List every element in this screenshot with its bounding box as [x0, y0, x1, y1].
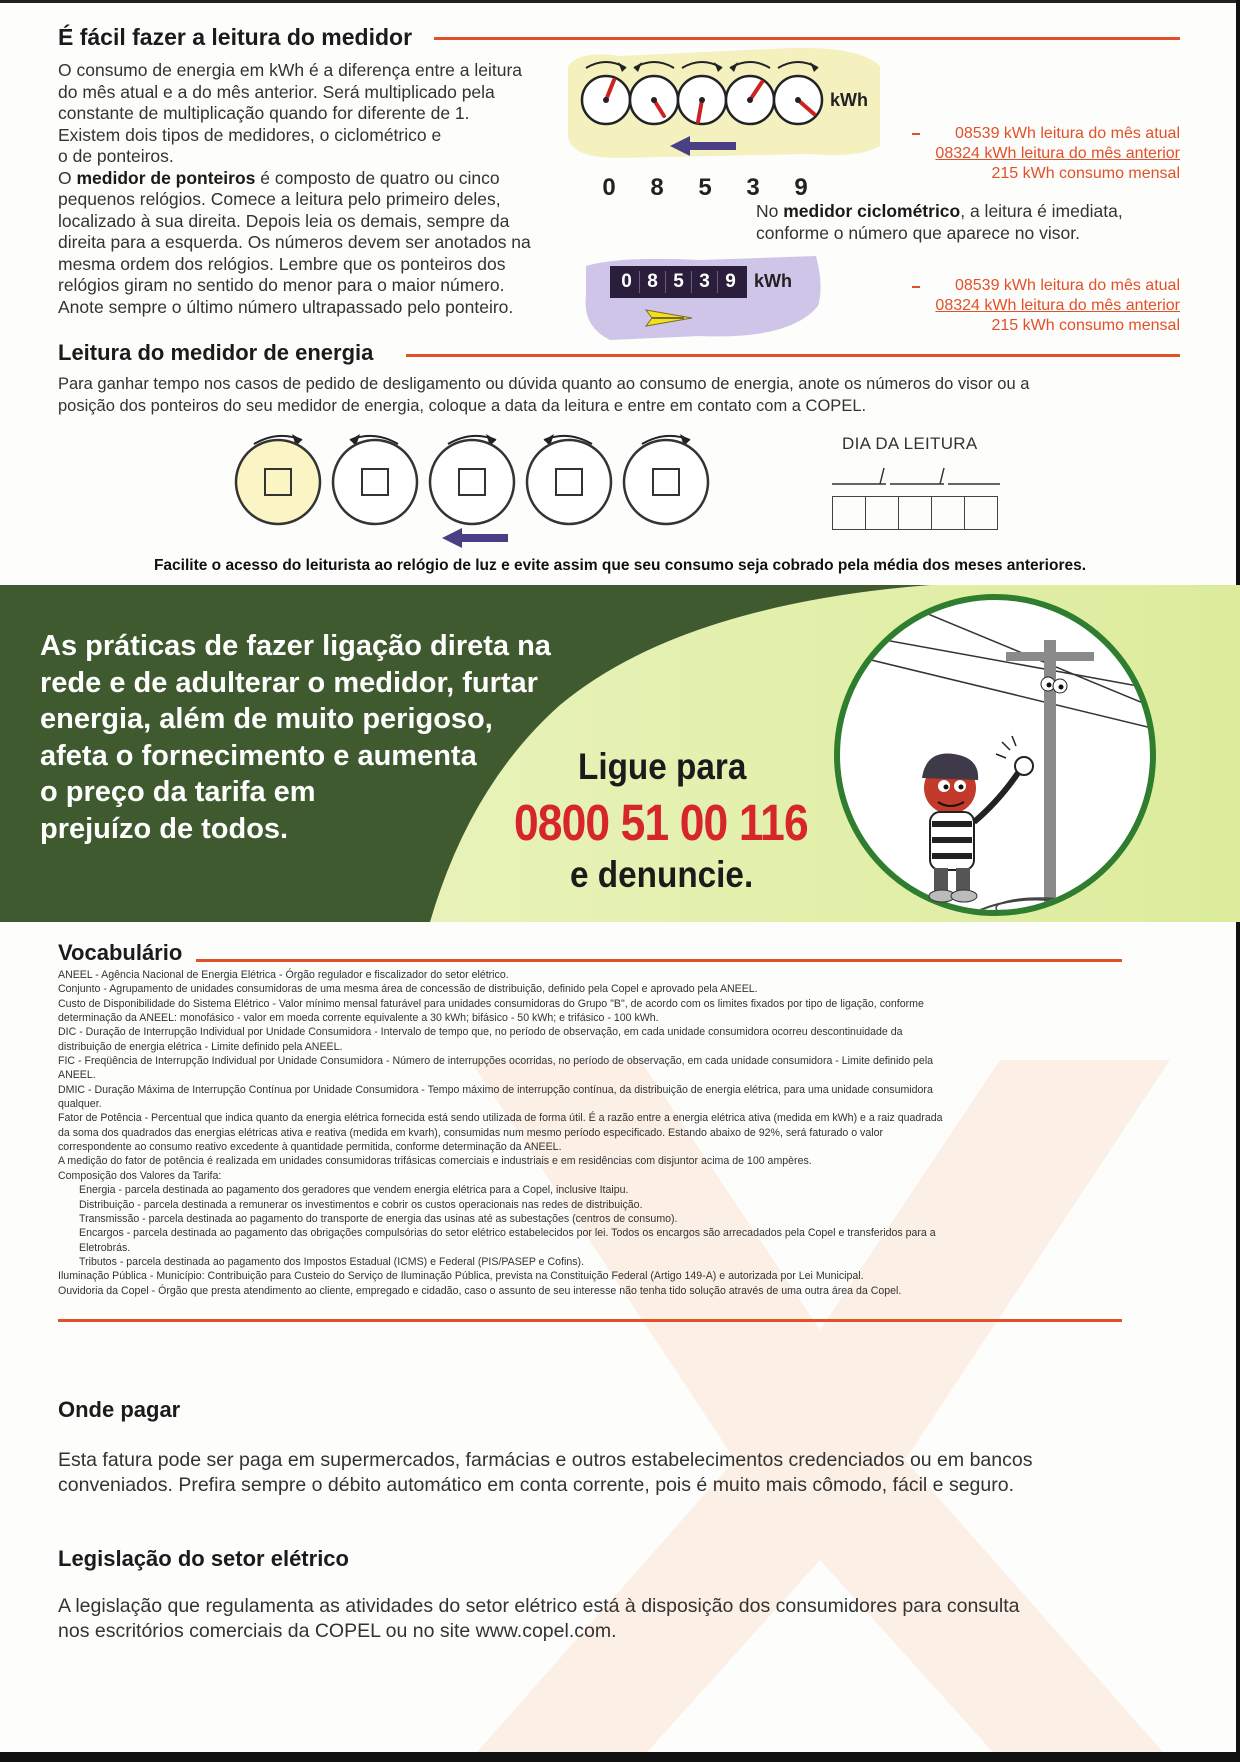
cyclometric-text: No medidor ciclométrico, a leitura é imediata, conforme o número que aparece no visor.: [756, 201, 1123, 243]
where-to-pay-title: Onde pagar: [58, 1397, 181, 1422]
where-to-pay-text: Esta fatura pode ser paga em supermercados, farmácias e outros estabelecimentos credenciados ou em bancos conveniados. Prefira sempre o débito automático em conta corrente, pois é muito mais cômodo, fácil e seguro.: [58, 1449, 1033, 1496]
title-rule: [434, 37, 1180, 40]
vocab-subline: Distribuição - parcela destinada a remunerar os investimentos e cobrir os custos operacionais nas redes de distribuição.: [79, 1198, 643, 1211]
entry-box[interactable]: [965, 497, 997, 529]
vocab-subline: Eletrobrás.: [79, 1241, 131, 1254]
vocabulary-bottom-rule: [58, 1319, 1122, 1322]
dial-digit: 9: [794, 174, 808, 201]
vocabulary-list: [58, 968, 1108, 1298]
cyclo-digit: 3: [692, 271, 718, 293]
vocab-subline: Tributos - parcela destinada ao pagamento dos Impostos Estadual (ICMS) e Federal (PIS/PASEP e Cofins).: [79, 1255, 585, 1268]
entry-box[interactable]: [932, 497, 965, 529]
vocabulary-rule: [196, 959, 1122, 962]
hotline-number[interactable]: 0800 51 00 116: [514, 794, 808, 851]
vocab-line: A medição do fator de potência é realizada em unidades consumidoras trifásicas comerciais e industriais e em residências com disjuntor acima de 100 ampères.: [58, 1155, 812, 1168]
vocab-subline: Transmissão - parcela destinada ao pagamento do transporte de energia das usinas até as subestações (centros de consumo).: [79, 1212, 678, 1225]
reading-date-label: DIA DA LEITURA: [842, 434, 978, 453]
readings-top: 08539 kWh leitura do mês atual 08324 kWh leitura do mês anterior 215 kWh consumo mensal: [935, 125, 1180, 182]
vocab-line: distribuição de energia elétrica - Limite definido pela ANEEL.: [58, 1040, 343, 1053]
vocab-line: Fator de Potência - Percentual que indica quanto da energia elétrica fornecida está sendo utilizada de forma útil. É a razão entre a energia elétrica ativa (medida em kWh) e a raiz quadrada: [58, 1112, 943, 1125]
cyclo-digit: 8: [640, 271, 666, 293]
cyclo-unit-label: kWh: [754, 271, 792, 291]
campaign-message: As práticas de fazer ligação direta na rede e de adulterar o medidor, furtar energia, além de muito perigoso, afeta o fornecimento e aumenta o preço da tarifa em prejuízo de todos.: [40, 630, 551, 845]
vocab-line: da soma dos quadrados das energias elétricas ativa e reativa (medida em kvarh), consumidas num mesmo período especificado. Estando abaixo de 92%, será faturado o valor: [58, 1126, 883, 1139]
minus-sign-bottom: [912, 286, 920, 288]
vocab-line: Ouvidoria da Copel - Órgão que presta atendimento ao cliente, empregado e cidadão, caso o assunto de seu interesse não tenha tido solução através de uma outra área da Copel.: [58, 1284, 902, 1297]
cyclo-digit: 5: [666, 271, 692, 293]
bottom-edge: [0, 1752, 1240, 1762]
vocab-line: qualquer.: [58, 1098, 102, 1111]
vocab-subline: Encargos - parcela destinada ao pagamento das obrigações compulsórias do setor elétrico estabelecidos por lei. Todos os encargos são arrecadados pela Copel e transferidos para a: [79, 1227, 936, 1240]
cyclo-digit: 9: [725, 271, 736, 292]
legislation-text: A legislação que regulamenta as atividades do setor elétrico está à disposição dos consumidores para consulta nos escritórios comerciais da COPEL ou no site www.copel.com.: [58, 1595, 1020, 1642]
top-edge: [0, 0, 1240, 3]
call-label: Ligue para: [578, 746, 747, 787]
entry-box[interactable]: [866, 497, 899, 529]
dial-unit-label: kWh: [830, 90, 868, 110]
entry-box[interactable]: [833, 497, 866, 529]
vocab-line: ANEEL.: [58, 1069, 96, 1082]
vocabulary-title: Vocabulário: [58, 940, 183, 965]
minus-sign-top: [912, 133, 920, 135]
vocab-line: determinação da ANEEL: monofásico - valor em moeda corrente equivalente a 30 kWh; bifásico - 50 kWh; e trifásico - 100 kWh.: [58, 1012, 659, 1025]
dial-digit: 3: [746, 174, 760, 201]
meter-intro-text: O consumo de energia em kWh é a diferença entre a leitura do mês atual e a do mês anterior. Será multiplicado pela constante de multiplicação quando for diferente de 1. Existem dois tipos de medidores, o ciclométrico e o de ponteiros. O medidor de ponteiros é composto de quatro ou cinco pequenos relógios. Comece a leitura pelo primeiro deles, localizado à sua direita. Depois leia os demais, sempre da direita para a esquerda. Os números devem ser anotados na mesma ordem dos relógios. Lembre que os ponteiros dos relógios giram no sentido do menor para o maior número. Anote sempre o último número ultrapassado pelo ponteiro.: [58, 60, 531, 317]
readings-bottom: 08539 kWh leitura do mês atual 08324 kWh leitura do mês anterior 215 kWh consumo mensal: [935, 277, 1180, 334]
cyclometric-display: [610, 266, 747, 298]
meter-reading-title: É fácil fazer a leitura do medidor: [58, 24, 413, 50]
vocab-line: ANEEL - Agência Nacional de Energia Elétrica - Órgão regulador e fiscalizador do setor elétrico.: [58, 969, 509, 981]
blank-dials: [230, 426, 720, 548]
dial-digit: 8: [650, 174, 664, 201]
cyclo-digit: 0: [614, 271, 640, 293]
vocab-line: DMIC - Duração Máxima de Interrupção Contínua por Unidade Consumidora - Tempo máximo de interrupção contínua, da distribuição de energia elétrica, para uma unidade consumidora: [58, 1083, 933, 1096]
vocab-line: Conjunto - Agrupamento de unidades consumidoras de uma mesma área de concessão de distribuição, definido pela Copel e aprovado pela ANEEL.: [58, 983, 758, 996]
dial-digits: [585, 174, 825, 202]
vocab-line: Custo de Disponibilidade do Sistema Elétrico - Valor mínimo mensal faturável para unidades consumidoras do Grupo "B", de acordo com os limites fixados por tipo de ligação, conforme: [58, 997, 924, 1010]
dial-digit: 0: [602, 174, 616, 201]
dial-digit: 5: [698, 174, 712, 201]
access-tip: Facilite o acesso do leiturista ao relógio de luz e evite assim que seu consumo seja cobrado pela média dos meses anteriores.: [153, 557, 1087, 574]
date-slots: [832, 466, 1002, 486]
energy-title-rule: [406, 354, 1180, 357]
energy-meter-text: Para ganhar tempo nos casos de pedido de desligamento ou dúvida quanto ao consumo de energia, anote os números do visor ou a posição dos ponteiros do seu medidor de energia, coloque a data da leitura e entre em contato com a COPEL.: [58, 375, 1030, 415]
reading-entry-boxes[interactable]: [832, 496, 998, 530]
legislation-title: Legislação do setor elétrico: [58, 1546, 349, 1571]
vocab-line: Composição dos Valores da Tarifa:: [58, 1169, 222, 1182]
vocab-subline: Energia - parcela destinada ao pagamento dos geradores que vendem energia elétrica para a Copel, inclusive Itaipu.: [79, 1184, 629, 1197]
energy-meter-title: Leitura do medidor de energia: [58, 340, 374, 365]
vocab-line: DIC - Duração de Interrupção Individual por Unidade Consumidora - Intervalo de tempo que, no período de observação, em cada unidade consumidora ocorreu descontinuidade da: [58, 1026, 903, 1039]
vocab-line: Iluminação Pública - Município: Contribuição para Custeio do Serviço de Iluminação Pública, prevista na Constituição Federal (Artigo 149-A) e autorizada por Lei Municipal.: [58, 1270, 864, 1283]
vocab-line: correspondente ao consumo reativo excedente à quantidade permitida, conforme determinação da ANEEL.: [58, 1141, 562, 1154]
report-label: e denuncie.: [570, 854, 754, 895]
entry-box[interactable]: [899, 497, 932, 529]
thief-illustration: [830, 590, 1160, 920]
vocab-line: FIC - Freqüência de Interrupção Individual por Unidade Consumidora - Número de interrupções ocorridas, no período de observação, em cada unidade consumidora - Limite definido pela: [58, 1055, 934, 1068]
